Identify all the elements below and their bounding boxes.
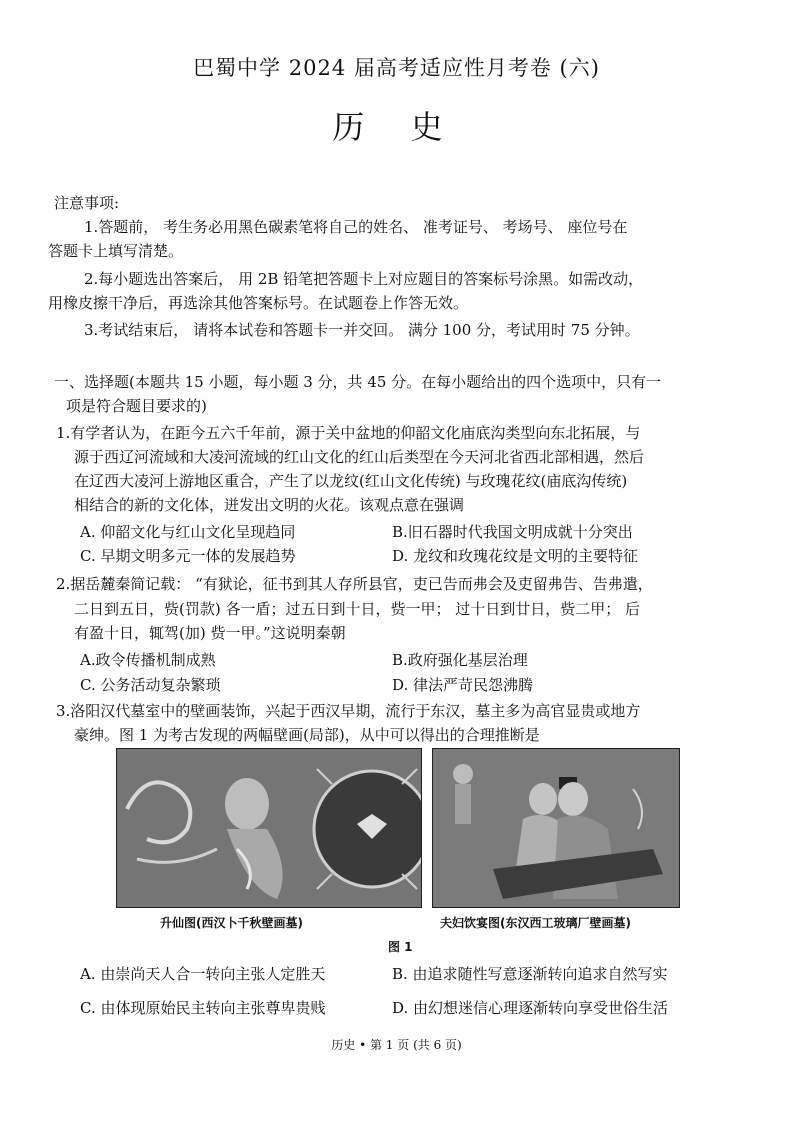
question-1-option-d: D. 龙纹和玫瑰花纹是文明的主要特征 <box>392 547 639 565</box>
notice-line: 答题卡上填写清楚。 <box>48 242 184 260</box>
question-3-option-c: C. 由体现原始民主转向主张尊卑贵贱 <box>80 999 326 1017</box>
notice-line: 1.答题前， 考生务必用黑色碳素笔将自己的姓名、 准考证号、 考场号、 座位号在 <box>84 218 628 236</box>
question-1-option-a: A. 仰韶文化与红山文化呈现趋同 <box>80 523 296 541</box>
question-2-text: 二日到五日，赀(罚款) 各一盾；过五日到十日，赀一甲； 过十日到廿日，赀二甲； 后 <box>74 600 641 618</box>
question-3-text: 豪绅。图 1 为考古发现的两幅壁画(局部)，从中可以得出的合理推断是 <box>74 726 540 744</box>
question-3-text: 3.洛阳汉代墓室中的壁画装饰，兴起于西汉早期，流行于东汉，墓主多为高官显贵或地方 <box>56 702 641 720</box>
section-heading: 一、选择题(本题共 15 小题，每小题 3 分，共 45 分。在每小题给出的四个选项中，只有一 <box>54 373 662 391</box>
question-1-text: 源于西辽河流域和大凌河流域的红山文化的红山后类型在今天河北省西北部相遇，然后 <box>74 448 645 466</box>
notice-line: 3.考试结束后， 请将本试卷和答题卡一并交回。 满分 100 分，考试用时 75 分钟。 <box>84 321 640 339</box>
banquet-mural-illustration <box>433 749 679 907</box>
question-3-option-d: D. 由幻想迷信心理逐渐转向享受世俗生活 <box>392 999 669 1017</box>
question-1-option-b: B.旧石器时代我国文明成就十分突出 <box>392 523 633 541</box>
question-2-option-c: C. 公务活动复杂繁琐 <box>80 676 221 694</box>
left-mural-image <box>116 748 422 908</box>
question-1-text: 1.有学者认为，在距今五六千年前，源于关中盆地的仰韶文化庙底沟类型向东北拓展，与 <box>56 424 641 442</box>
notice-heading: 注意事项: <box>54 194 120 212</box>
left-mural-caption: 升仙图(西汉卜千秋壁画墓) <box>160 916 303 930</box>
question-2-option-b: B.政府强化基层治理 <box>392 651 528 669</box>
question-2-option-a: A.政令传播机制成熟 <box>80 651 216 669</box>
question-1-option-c: C. 早期文明多元一体的发展趋势 <box>80 547 296 565</box>
ascension-mural-illustration <box>117 749 421 907</box>
question-2-option-d: D. 律法严苛民怨沸腾 <box>392 676 534 694</box>
exam-title: 巴蜀中学 2024 届高考适应性月考卷 (六) <box>193 56 600 80</box>
right-mural-image <box>432 748 680 908</box>
section-heading-cont: 项是符合题目要求的) <box>66 397 207 415</box>
right-mural-caption: 夫妇饮宴图(东汉西工玻璃厂壁画墓) <box>440 916 631 930</box>
question-3-option-a: A. 由崇尚天人合一转向主张人定胜天 <box>80 965 326 983</box>
question-3-option-b: B. 由追求随性写意逐渐转向追求自然写实 <box>392 965 668 983</box>
notice-line: 用橡皮擦干净后，再选涂其他答案标号。在试题卷上作答无效。 <box>48 294 469 312</box>
notice-line: 2.每小题选出答案后， 用 2B 铅笔把答题卡上对应题目的答案标号涂黑。如需改动， <box>84 270 644 288</box>
question-2-text: 有盈十日，辄驾(加) 赀一甲。”这说明秦朝 <box>74 624 346 642</box>
figure-label: 图 1 <box>388 940 413 954</box>
page-footer: 历史 • 第 1 页 (共 6 页) <box>331 1038 462 1052</box>
subject-title: 历 史 <box>332 108 461 146</box>
question-2-text: 2.据岳麓秦简记载： “有狱论，征书到其人存所县官，吏已告而弗会及吏留弗告、告弗遣， <box>56 575 653 593</box>
question-1-text: 在辽西大凌河上游地区重合，产生了以龙纹(红山文化传统) 与玫瑰花纹(庙底沟传统) <box>74 472 628 490</box>
question-1-text: 相结合的新的文化体，迸发出文明的火花。该观点意在强调 <box>74 496 465 514</box>
